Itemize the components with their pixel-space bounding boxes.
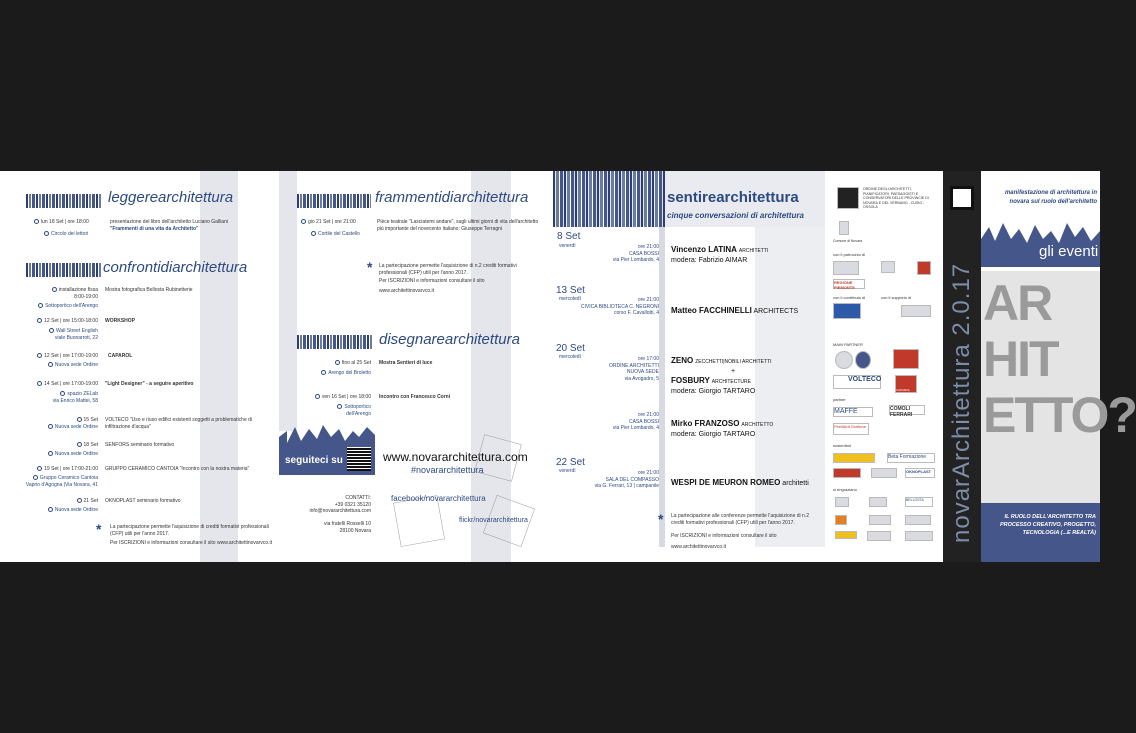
partner-logo: PirelliArti Grafiche	[833, 423, 869, 435]
panel-sentire: sentirearchitettura cinque conversazioni di architettura 8 Set venerdì ore 21:00 CASA BOSSI via Pier Lombardo, 4 Vincenzo LATINA ARCHITETTI modera: Fabrizio AIMAR 13 Set mercoledì ore 21:00 CIVICA BIBLIOTECA C. NEGRONI corso F. Cavallotti, 4 Matteo FACCHINELLI ARCHITECTS 20 Set mercoledì ore 17:00 ORDINE ARCHITETTI NUOVA SEDE via Avogadro, 5 ZENO ZECCHETTI|NOBILI ARCHITETTI + FOSBURY ARCHITECTURE modera: Giorgio TARTARO ore 21:00 CASA BOSSI via Pier Lombardo, 4 Mirko FRANZOSO ARCHITETTO modera: Giorgio TARTARO 22 Set venerdì ore 21:00 SALA DEL COMPASSO via G. Ferrari, 13 | campanile WESPI DE MEURON ROMEO architetti * La partecipazione alle conferenze permette l'aquisizione di n.2 crediti formativi professionali (CFP) utili per l'anno 2017. Per ISCRIZIONI e informazioni consultare il sito www.architettinovarvco.it	[551, 171, 825, 562]
location-icon	[48, 507, 53, 512]
panel-frammenti-disegnare: frammentidiarchitettura gio 21 Set | ore 21:00 Cortile del Castello Pièce teatrale "Lasciatemi andare", sugli ultimi giorni di vita dell'architetto più importante del novecento italiano: Giuseppe Terragni * La partecipazione permette l'aquisizione di n.2 crediti formativi professionali (CFP) utili per l'anno 2017. Per ISCRIZIONI e informazioni consultare il sito www.architettinovarvco.it disegnarearchitettura fino al 25 Set Arengo del Broletto Mostra Sentieri di luce ven 16 Set | ore 18:00 Sottoportico dell'Arengo Incontro con Francesco Corni seguiteci su www.novararchitettura.com #novararchitettura facebook/novararchitettura flickr/novararchitettura CONTATTI: +39 0321 35120 info@novararchitettura.com via fratelli Rosselli 10 28100 Novara	[279, 171, 551, 562]
thanks-logo	[869, 497, 887, 507]
qr-code[interactable]	[950, 186, 974, 210]
location-icon	[60, 391, 65, 396]
hashtag: #novararchitettura	[411, 465, 484, 475]
dot-icon	[34, 219, 39, 224]
contact-address: via fratelli Rosselli 10	[324, 521, 371, 527]
thanks-logo	[869, 515, 891, 525]
brochure	[0, 171, 1136, 562]
event-desc: Mostra fotografica Bellosta Rubinetterie	[105, 287, 193, 293]
qr-code[interactable]	[347, 447, 371, 471]
comune-crest	[839, 221, 849, 235]
flickr-link[interactable]: flickr/novararchitettura	[459, 517, 528, 524]
location-icon	[337, 404, 342, 409]
title-barcode	[297, 194, 371, 208]
location-icon	[321, 370, 326, 375]
location-icon	[38, 303, 43, 308]
caparol-logo: CAPAROL	[895, 375, 917, 393]
header-barcode	[553, 171, 665, 227]
cover-big-letters: AR HIT ETTO?	[983, 275, 1136, 443]
partner-logo: COMOLI FERRARI	[889, 405, 925, 415]
dot-icon	[77, 417, 82, 422]
speaker-name: WESPI DE MEURON ROMEO architetti	[671, 478, 809, 487]
section-title-frammenti: frammentidiarchitettura	[375, 189, 529, 206]
partner-logo	[855, 351, 871, 369]
speaker-name: Matteo FACCHINELLI ARCHITECTS	[671, 306, 799, 315]
location-icon	[49, 328, 54, 333]
thanks-logo	[835, 515, 847, 525]
panel-sponsors: ORDINE DEGLI ARCHITETTI, PIANIFICATORI, PAESAGGISTI E CONSERVATORI DELLE PROVINCIE DI NOVARA E DEL VERBANO - CUSIO - OSSOLA Comune di Novara con il patrocinio di REGIONE PIEMONTE con il contributo di con il supporto di MAIN PARTNER VOLTECO CAPAROL partner MAFFE COMOLI FERRARI PirelliArti Grafiche sostenitori Beta Formazione OKNOPLAST si ringraziano BELLOSTA	[825, 171, 943, 562]
title-barcode	[26, 263, 102, 277]
contact-city: 28100 Novara	[339, 527, 371, 534]
location-icon	[48, 362, 53, 367]
location-icon	[48, 424, 53, 429]
sponsor-logo	[833, 303, 861, 319]
sponsor-logo	[833, 468, 861, 478]
event-desc-title: "Frammenti di una vita da Architetto"	[110, 225, 199, 232]
asterisk-icon: *	[658, 511, 664, 527]
location-icon	[33, 475, 38, 480]
dot-icon	[37, 353, 42, 358]
cover-tagline: manifestazione di architettura in novara sul ruolo dell'architetto	[1004, 190, 1097, 205]
sponsor-logo: Beta Formazione	[887, 453, 935, 463]
volteco-logo: VOLTECO	[833, 375, 881, 389]
speaker-name: Vincenzo LATINA ARCHITETTI modera: Fabrizio AIMAR	[671, 245, 769, 264]
section-title-disegnare: disegnarearchitettura	[379, 331, 520, 348]
patron-logo	[833, 261, 859, 275]
thanks-logo	[867, 531, 891, 541]
panel-leggere-confronti: leggerearchitettura lun 18 Set | ore 18:00 Circolo dei lettori presentazione del libro dell'architetto Luciano Galliani "Frammenti di una vita da Architetto" confrontidiarchitettura installazione fissa 8:00-19:00 Sottoportico dell'Arengo Mostra fotografica Bellosta Rubinetterie 12 Set | ore 15:00-18:00 Wall Street English viale Buonarroti, 22 WORKSHOP 12 Set | ore 17:00-19:00 Nuova sede Ordine CAPAROL 14 Set | ore 17:00-19:00 spazio ZELab via Enrico Mattei, 58 "Light Designer" - a seguire aperitivo 15 Set Nuova sede Ordine VOLTECO "Uso e riuso edifici esistenti soggetti a problematiche di infiltrazione d'acqua" 18 Set Nuova sede Ordine SENFORS seminario formativo 19 Set | ore 17:00-21:00 Gruppo Ceramico Cantoia Vaprio d'Agogna |Via Novara, 41 GRUPPO CERAMICO CANTOIA "Incontro con la nostra materia" 21 Set Nuova sede Ordine OKNOPLAST seminario formativo * La partecipazione permette l'aquisizione di crediti formativi professionali (CFP) utili per l'anno 2017. Per ISCRIZIONI e informazioni consultare il sito www.architettinovarvco.it	[0, 171, 279, 562]
patron-logo: REGIONE PIEMONTE	[833, 279, 865, 289]
title-barcode	[297, 335, 373, 349]
asterisk-icon: *	[367, 259, 373, 275]
thanks-logo	[835, 531, 857, 539]
location-icon	[44, 231, 49, 236]
order-logo	[837, 187, 859, 209]
dot-icon	[37, 466, 42, 471]
thanks-logo	[905, 531, 933, 541]
cover-footer: IL RUOLO DELL'ARCHITETTO TRA PROCESSO CREATIVO, PROGETTO, TECNOLOGIA (...E REALTÀ)	[999, 514, 1096, 536]
sponsor-logo: OKNOPLAST	[905, 468, 935, 478]
patron-logo	[881, 261, 895, 273]
dot-icon	[335, 360, 340, 365]
event-place: Circolo dei lettori	[51, 231, 89, 237]
contact-phone: +39 0321 35120	[334, 501, 371, 508]
event-vertical-title: novarArchitettura 2.0.17	[948, 262, 975, 543]
asterisk-icon: *	[96, 521, 102, 537]
section-subtitle: cinque conversazioni di architettura	[667, 211, 804, 220]
event-date: lun 18 Set | ore 18:00	[41, 219, 89, 225]
contact-title: CONTATTI:	[345, 495, 371, 501]
sponsor-logo	[871, 468, 897, 478]
patron-logo	[917, 261, 931, 275]
dot-icon	[77, 442, 82, 447]
thanks-logo: BELLOSTA	[905, 497, 933, 507]
dot-icon	[52, 287, 57, 292]
partner-logo	[893, 349, 919, 369]
thanks-logo	[905, 515, 931, 525]
cover-events-label: gli eventi	[1039, 243, 1099, 260]
website-link[interactable]: www.novararchitettura.com	[383, 450, 528, 464]
follow-label: seguiteci su	[285, 455, 343, 466]
speaker-name: Mirko FRANZOSO ARCHITETTO modera: Giorgio TARTARO	[671, 419, 774, 438]
sponsor-logo	[833, 453, 875, 463]
panel-cover	[981, 171, 1136, 562]
dot-icon	[315, 394, 320, 399]
dot-icon	[77, 498, 82, 503]
sponsor-logo	[901, 305, 931, 317]
dot-icon	[301, 219, 306, 224]
thanks-logo	[835, 497, 849, 507]
partner-logo	[835, 351, 853, 369]
contact-email[interactable]: info@novararchitettura.com	[309, 508, 371, 514]
location-icon	[311, 231, 316, 236]
section-title-sentire: sentirearchitettura	[667, 189, 799, 206]
location-icon	[48, 451, 53, 456]
title-barcode	[26, 194, 102, 208]
dot-icon	[37, 381, 42, 386]
facebook-link[interactable]: facebook/novararchitettura	[391, 494, 486, 503]
dot-icon	[37, 318, 42, 323]
speaker-name: ZENO ZECCHETTI|NOBILI ARCHITETTI + FOSBURY ARCHITECTURE modera: Giorgio TARTARO	[671, 356, 772, 395]
partner-logo: MAFFE	[833, 407, 873, 417]
section-title-confronti: confrontidiarchitettura	[103, 259, 248, 276]
decor-stripe	[279, 171, 297, 431]
section-title-leggere: leggerearchitettura	[108, 189, 234, 206]
event-desc: presentazione del libro dell'architetto Luciano Galliani	[110, 219, 228, 225]
